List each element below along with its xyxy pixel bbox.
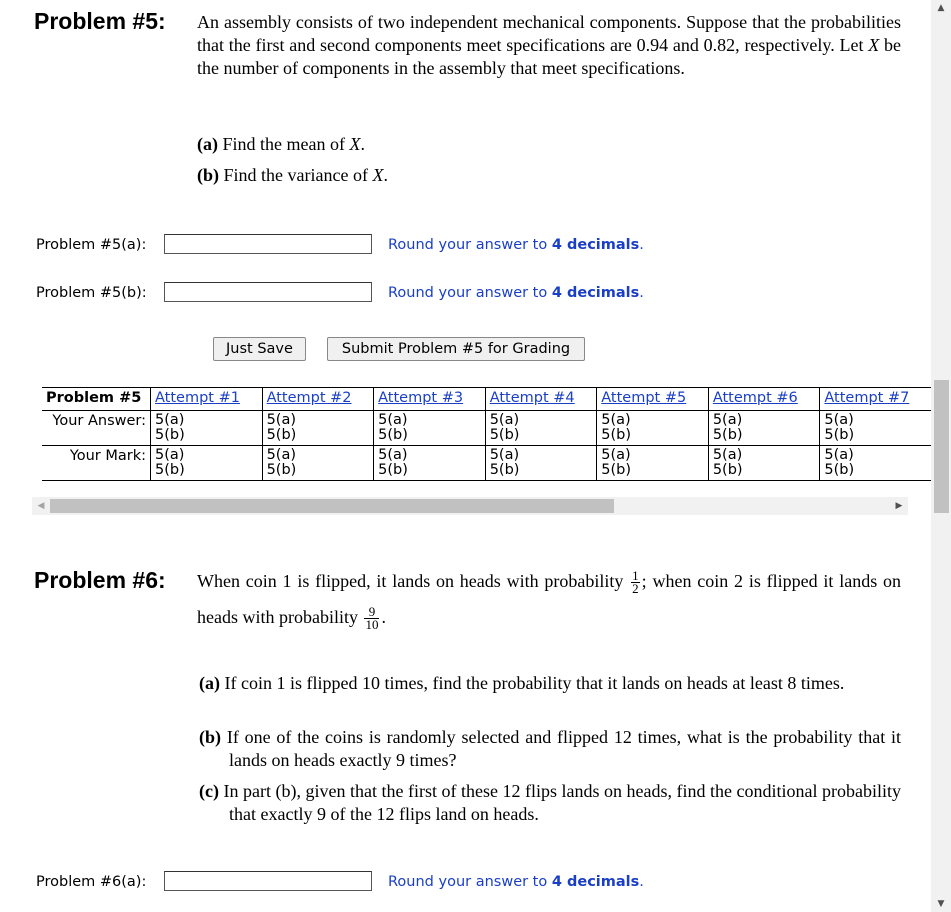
answer-cell: [262, 411, 374, 446]
cell-part-a: 5(a): [824, 412, 854, 428]
attempt-header: [485, 388, 597, 411]
your-mark-label: Your Mark:: [42, 446, 151, 481]
page-vertical-scrollbar[interactable]: [931, 0, 951, 912]
answer-label-5a: Problem #5(a):: [36, 237, 147, 253]
fraction-numerator: 1: [632, 568, 639, 584]
cell-part-b: 5(b): [378, 462, 408, 478]
part-label: (b): [199, 727, 221, 747]
answer-input-6a[interactable]: [164, 871, 372, 891]
cell-part-a: 5(a): [266, 412, 297, 428]
answer-input-5b[interactable]: [164, 282, 372, 302]
round-note-decimals: 4 decimals: [551, 874, 640, 890]
cell-part-a: 5(a): [712, 447, 743, 463]
part-label: (a): [199, 673, 220, 693]
fraction-numerator: 9: [364, 606, 379, 619]
fraction-denominator: 10: [365, 617, 379, 633]
mark-cell: [374, 446, 486, 481]
answer-cell: [151, 411, 263, 446]
mark-cell: [820, 446, 931, 481]
problem-5-part-b: [197, 164, 388, 187]
cell-part-b: 5(b): [155, 427, 185, 443]
attempt-header: [262, 388, 374, 411]
mark-cell: [597, 446, 709, 481]
problem-6-text-part2: ; when coin 2 is flipped it lands on heads with probability: [197, 571, 901, 627]
round-note-5a: [388, 237, 644, 253]
cell-part-a: 5(a): [266, 447, 297, 463]
your-mark-row: [42, 446, 931, 481]
mark-cell: [485, 446, 597, 481]
round-note-suffix: .: [639, 285, 644, 301]
attempts-header-row: [42, 388, 931, 411]
answer-cell: [485, 411, 597, 446]
cell-part-b: 5(b): [824, 427, 855, 443]
mark-cell: [262, 446, 374, 481]
round-note-prefix: Round your answer to: [388, 237, 548, 253]
fraction-denominator: 2: [632, 581, 639, 597]
problem-5-text: An assembly consists of two independent mechanical components. Suppose that the probabilities that the first and second components meet specifications are 0.94 and 0.82, respectively. Let X be the number of components in the assembly that meet specifications.: [197, 12, 901, 78]
cell-part-b: 5(b): [712, 462, 743, 478]
answer-label-6a: Problem #6(a):: [36, 874, 147, 890]
attempt-link-4[interactable]: Attempt #4: [489, 390, 575, 406]
cell-part-b: 5(b): [266, 462, 297, 478]
cell-part-b: 5(b): [489, 427, 520, 443]
attempts-table-container: [42, 387, 931, 495]
submit-problem-5-button[interactable]: Submit Problem #5 for Grading: [327, 337, 585, 361]
part-text: If one of the coins is randomly selected and flipped 12 times, what is the probability that it lands on heads exactly 9 times?: [226, 727, 902, 770]
scroll-right-icon[interactable]: ▶: [895, 501, 903, 511]
round-note-prefix: Round your answer to: [388, 874, 548, 890]
attempt-header: [708, 388, 820, 411]
round-note-decimals: 4 decimals: [551, 237, 640, 253]
cell-part-a: 5(a): [601, 412, 631, 428]
answer-cell: [597, 411, 709, 446]
answer-label-5b: Problem #5(b):: [36, 285, 147, 301]
answer-cell: [374, 411, 486, 446]
cell-part-b: 5(b): [601, 462, 632, 478]
problem-5-part-a: [197, 133, 365, 156]
attempt-header: [151, 388, 263, 411]
round-note-6a: [388, 874, 644, 890]
cell-part-a: 5(a): [712, 412, 743, 428]
scroll-left-icon[interactable]: ◀: [37, 501, 45, 511]
cell-part-a: 5(a): [601, 447, 631, 463]
part-label: (c): [199, 781, 219, 801]
attempt-header: [597, 388, 709, 411]
round-note-suffix: .: [639, 874, 644, 890]
part-text: If coin 1 is flipped 10 times, find the probability that it lands on heads at least 8 times.: [224, 673, 845, 693]
part-text: Find the variance of X.: [223, 165, 388, 185]
attempt-header: [374, 388, 486, 411]
cell-part-b: 5(b): [712, 427, 743, 443]
answer-cell: [820, 411, 931, 446]
answer-input-5a[interactable]: [164, 234, 372, 254]
horizontal-scroll-thumb[interactable]: [50, 499, 614, 513]
part-label: (b): [197, 165, 219, 185]
answer-cell: [708, 411, 820, 446]
cell-part-a: 5(a): [489, 447, 520, 463]
cell-part-b: 5(b): [601, 427, 632, 443]
vertical-scroll-thumb[interactable]: [934, 380, 949, 513]
attempts-corner: Problem #5: [42, 388, 151, 411]
problem-6-part-b: [199, 726, 901, 772]
round-note-decimals: 4 decimals: [551, 285, 640, 301]
problem-6-part-c: [199, 780, 901, 826]
attempt-link-3[interactable]: Attempt #3: [378, 390, 464, 406]
cell-part-a: 5(a): [155, 412, 185, 428]
fraction-nine-tenths: [364, 606, 379, 631]
mark-cell: [708, 446, 820, 481]
attempt-link-2[interactable]: Attempt #2: [266, 390, 352, 406]
cell-part-b: 5(b): [155, 462, 185, 478]
attempt-link-1[interactable]: Attempt #1: [155, 390, 240, 406]
part-label: (a): [197, 134, 218, 154]
cell-part-b: 5(b): [489, 462, 520, 478]
cell-part-b: 5(b): [824, 462, 855, 478]
problem-6-text-part3: .: [381, 607, 386, 627]
problem-5-heading: Problem #5:: [34, 8, 166, 34]
cell-part-a: 5(a): [378, 412, 408, 428]
attempts-table: [42, 387, 931, 481]
problem-6-text: [197, 563, 901, 635]
part-text: Find the mean of X.: [222, 134, 365, 154]
attempt-link-5[interactable]: Attempt #5: [601, 390, 687, 406]
mark-cell: [151, 446, 263, 481]
problem-6-heading: Problem #6:: [34, 567, 166, 593]
round-note-prefix: Round your answer to: [388, 285, 548, 301]
cell-part-a: 5(a): [824, 447, 854, 463]
cell-part-a: 5(a): [489, 412, 520, 428]
cell-part-a: 5(a): [155, 447, 185, 463]
scroll-down-icon[interactable]: ▼: [937, 899, 945, 909]
cell-part-b: 5(b): [378, 427, 408, 443]
fraction-one-half: [631, 570, 640, 595]
problem-6-part-a: [199, 672, 901, 695]
round-note-5b: [388, 285, 644, 301]
cell-part-b: 5(b): [266, 427, 297, 443]
table-horizontal-scrollbar[interactable]: [32, 497, 908, 515]
just-save-button[interactable]: Just Save: [213, 337, 306, 361]
part-text: In part (b), given that the first of these 12 flips lands on heads, find the conditional probability that exactly 9 of the 12 flips land on heads.: [223, 781, 901, 824]
problem-6-text-part1: When coin 1 is flipped, it lands on heads with probability: [197, 571, 624, 591]
attempt-header: [820, 388, 931, 411]
your-answer-label: Your Answer:: [42, 411, 151, 446]
attempt-link-6[interactable]: Attempt #6: [712, 390, 798, 406]
your-answer-row: [42, 411, 931, 446]
scroll-up-icon[interactable]: ▲: [937, 3, 945, 13]
cell-part-a: 5(a): [378, 447, 408, 463]
round-note-suffix: .: [639, 237, 644, 253]
attempt-link-7[interactable]: Attempt #7: [824, 390, 910, 406]
